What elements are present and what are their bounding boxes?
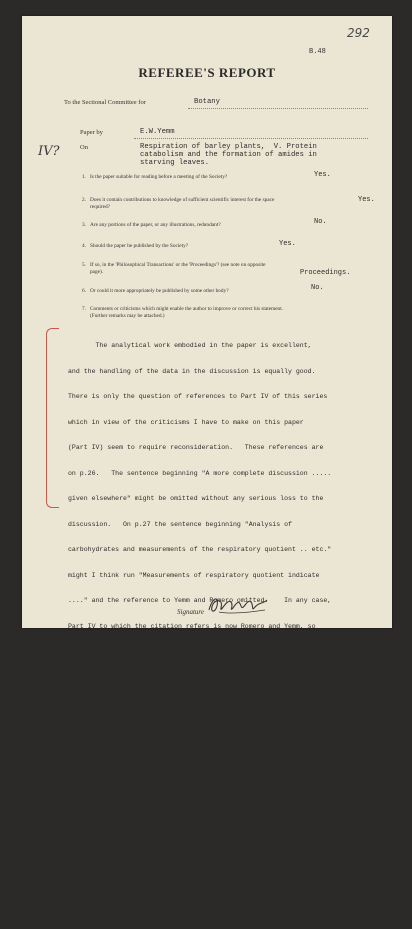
- comment-line: will then be entitled: [68, 750, 151, 757]
- question-text: Comments or criticisms which might enable the author to improve or correct his statement.: [90, 306, 283, 312]
- comment-line: might I think run "Measurements of respiratory quotient indicate: [68, 571, 320, 579]
- answer-4: Yes.: [279, 240, 296, 248]
- question-number: 4.: [82, 243, 86, 249]
- comment-line: Part IV to which the citation refers is now Romero and Yemm, so: [68, 622, 316, 630]
- referee-report-page: [22, 16, 392, 910]
- question-number: 2.: [82, 197, 86, 203]
- handwritten-signature: [205, 592, 275, 618]
- question-number: 7.: [82, 306, 86, 312]
- question-text: Or could it more appropriately be published by some other body?: [90, 288, 229, 294]
- on-label: On: [80, 144, 88, 151]
- comment-line: There is only the question of references to Part IV of this series: [68, 393, 328, 400]
- question-1: [82, 174, 228, 181]
- question-3: [82, 222, 221, 229]
- question-2: [82, 197, 275, 210]
- paper-title-line-3: starving leaves.: [140, 159, 210, 167]
- author-value: E.W.Yemm: [140, 128, 175, 136]
- comment-line: ...." and the reference to Yemm and Romero omitted. In any case,: [68, 597, 332, 604]
- page-number: 292: [347, 26, 370, 40]
- question-text: Should the paper be published by the Society?: [90, 243, 189, 249]
- comment-line: E.W. Yemm.: [68, 826, 179, 834]
- comment-line: this paper is numbered IV, and the paper on The Metabolism of: [68, 673, 308, 681]
- comment-line: Organic Acids in Starving Leaves should be called V. This will: [68, 699, 320, 706]
- question-text: Does it contain contributions to knowledge of sufficient scientific interest for the space: [90, 197, 275, 203]
- comment-line: discussion. On p.27 the sentence beginning "Analysis of: [68, 520, 292, 528]
- referee-comments: [68, 325, 386, 929]
- comment-line: given elsewhere" might be omitted without any serious loss to the: [68, 495, 324, 502]
- question-text: page).: [90, 268, 104, 275]
- comment-line: which in view of the criticisms I have to make on this paper: [68, 418, 304, 426]
- committee-label: To the Sectional Committee for: [64, 99, 146, 106]
- comment-line: IV. Protein Catabolism etc.: [68, 801, 230, 808]
- comment-line: that the order of names must be reversed. I would suggest that: [68, 648, 320, 655]
- answer-5: Proceedings.: [300, 269, 351, 277]
- author-dotted-line: [134, 138, 368, 139]
- margin-bracket-mark: [46, 328, 59, 508]
- question-number: 3.: [82, 222, 86, 228]
- comment-line: on p.26. The sentence beginning "A more complete discussion .....: [68, 469, 332, 477]
- comment-line: The analytical work embodied in the paper is excellent,: [68, 342, 312, 349]
- comment-line: Respiration of Barley Plants.: [68, 775, 253, 783]
- comment-line: carbohydrates and measurements of the respiratory quotient .. etc.": [68, 546, 332, 553]
- paper-title-line-2: catabolism and the formation of amides in: [140, 151, 317, 159]
- question-number: 5.: [82, 262, 86, 268]
- question-7: [82, 306, 283, 319]
- comment-line: The paper on metabolism of organic acids will need a good deal: [68, 877, 340, 885]
- signature-label: Signature: [177, 608, 204, 616]
- committee-dotted-line: [188, 108, 368, 109]
- question-text: (Further remarks may be attached.): [90, 312, 165, 319]
- paper-title-line-1: Respiration of barley plants, V. Protein: [140, 143, 317, 151]
- comment-line: allow immediate publication of the present paper by Yemm which: [68, 724, 312, 732]
- question-5: [82, 262, 266, 275]
- paper-by-label: Paper by: [80, 129, 103, 136]
- question-text: Are any portions of the paper, or any illustrations, redundant?: [90, 222, 221, 228]
- question-text: required?: [90, 203, 110, 210]
- question-text: If so, in the 'Philosophical Transactions' or the 'Proceedings'? (see note on opposite: [90, 262, 266, 268]
- answer-3: No.: [314, 218, 327, 226]
- answer-1: Yes.: [314, 171, 331, 179]
- question-number: 6.: [82, 288, 86, 294]
- comment-line: and the handling of the data in the discussion is equally good.: [68, 367, 316, 375]
- question-number: 1.: [82, 174, 86, 180]
- answer-2: Yes.: [358, 196, 375, 204]
- comment-line: of revision, I think, before publication.: [68, 903, 230, 910]
- question-4: [82, 243, 189, 250]
- reference-code: B.48: [309, 48, 326, 56]
- margin-annotation: IV?: [38, 144, 60, 159]
- report-title: REFEREE'S REPORT: [138, 65, 276, 80]
- comment-line: [68, 852, 386, 861]
- answer-6: No.: [311, 284, 324, 292]
- question-text: Is the paper suitable for reading before a meeting of the Society?: [90, 174, 228, 180]
- comment-line: (Part IV) seem to require reconsideration. These references are: [68, 444, 324, 451]
- committee-value: Botany: [194, 98, 220, 106]
- question-6: [82, 288, 229, 295]
